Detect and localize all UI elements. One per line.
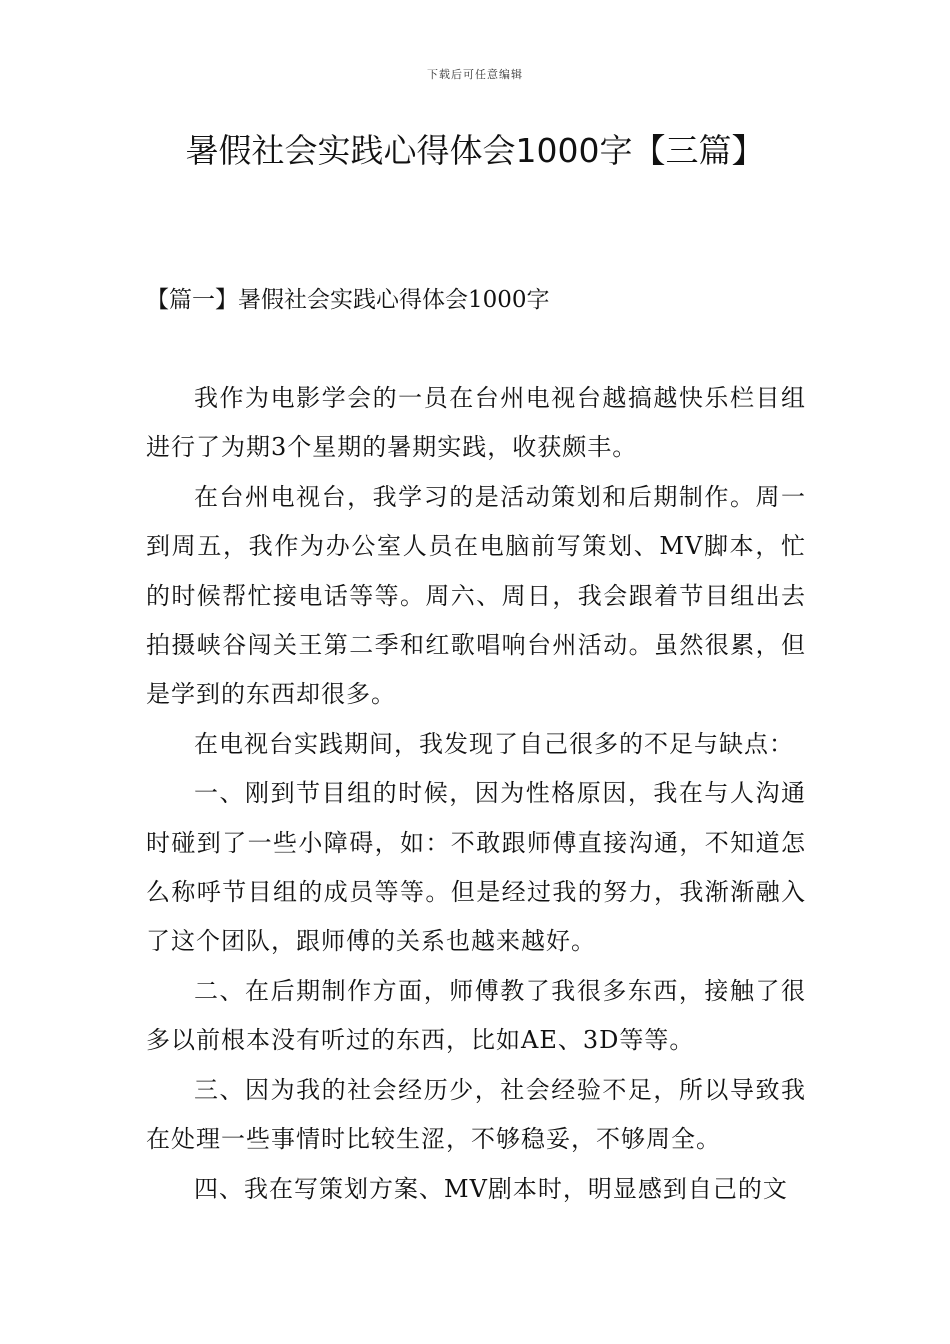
body-text	[146, 374, 806, 1214]
section-heading: 【篇一】暑假社会实践心得体会1000字	[146, 287, 550, 313]
paragraph: 我作为电影学会的一员在台州电视台越搞越快乐栏目组进行了为期3个星期的暑期实践，收获颇丰。	[146, 384, 806, 462]
paragraph: 三、因为我的社会经历少，社会经验不足，所以导致我在处理一些事情时比较生涩，不够稳妥，不够周全。	[146, 1075, 806, 1154]
paragraph: 在台州电视台，我学习的是活动策划和后期制作。周一到周五，我作为办公室人员在电脑前写策划、MV脚本，忙的时候帮忙接电话等等。周六、周日，我会跟着节目组出去拍摄峡谷闯关王第二季和红歌唱响台州活动。虽然很累，但是学到的东西却很多。	[146, 482, 806, 709]
paragraph: 四、我在写策划方案、MV剧本时，明显感到自己的文	[194, 1174, 788, 1203]
paragraph: 二、在后期制作方面，师傅教了我很多东西，接触了很多以前根本没有听过的东西，比如AE、3D等等。	[146, 976, 806, 1055]
paragraph: 在电视台实践期间，我发现了自己很多的不足与缺点：	[194, 729, 794, 758]
paragraph: 一、刚到节目组的时候，因为性格原因，我在与人沟通时碰到了一些小障碍，如：不敢跟师傅直接沟通，不知道怎么称呼节目组的成员等等。但是经过我的努力，我渐渐融入了这个团队，跟师傅的关系也越来越好。	[146, 779, 806, 956]
header-note: 下载后可任意编辑	[427, 68, 523, 81]
document-title: 暑假社会实践心得体会1000字【三篇】	[185, 131, 765, 170]
